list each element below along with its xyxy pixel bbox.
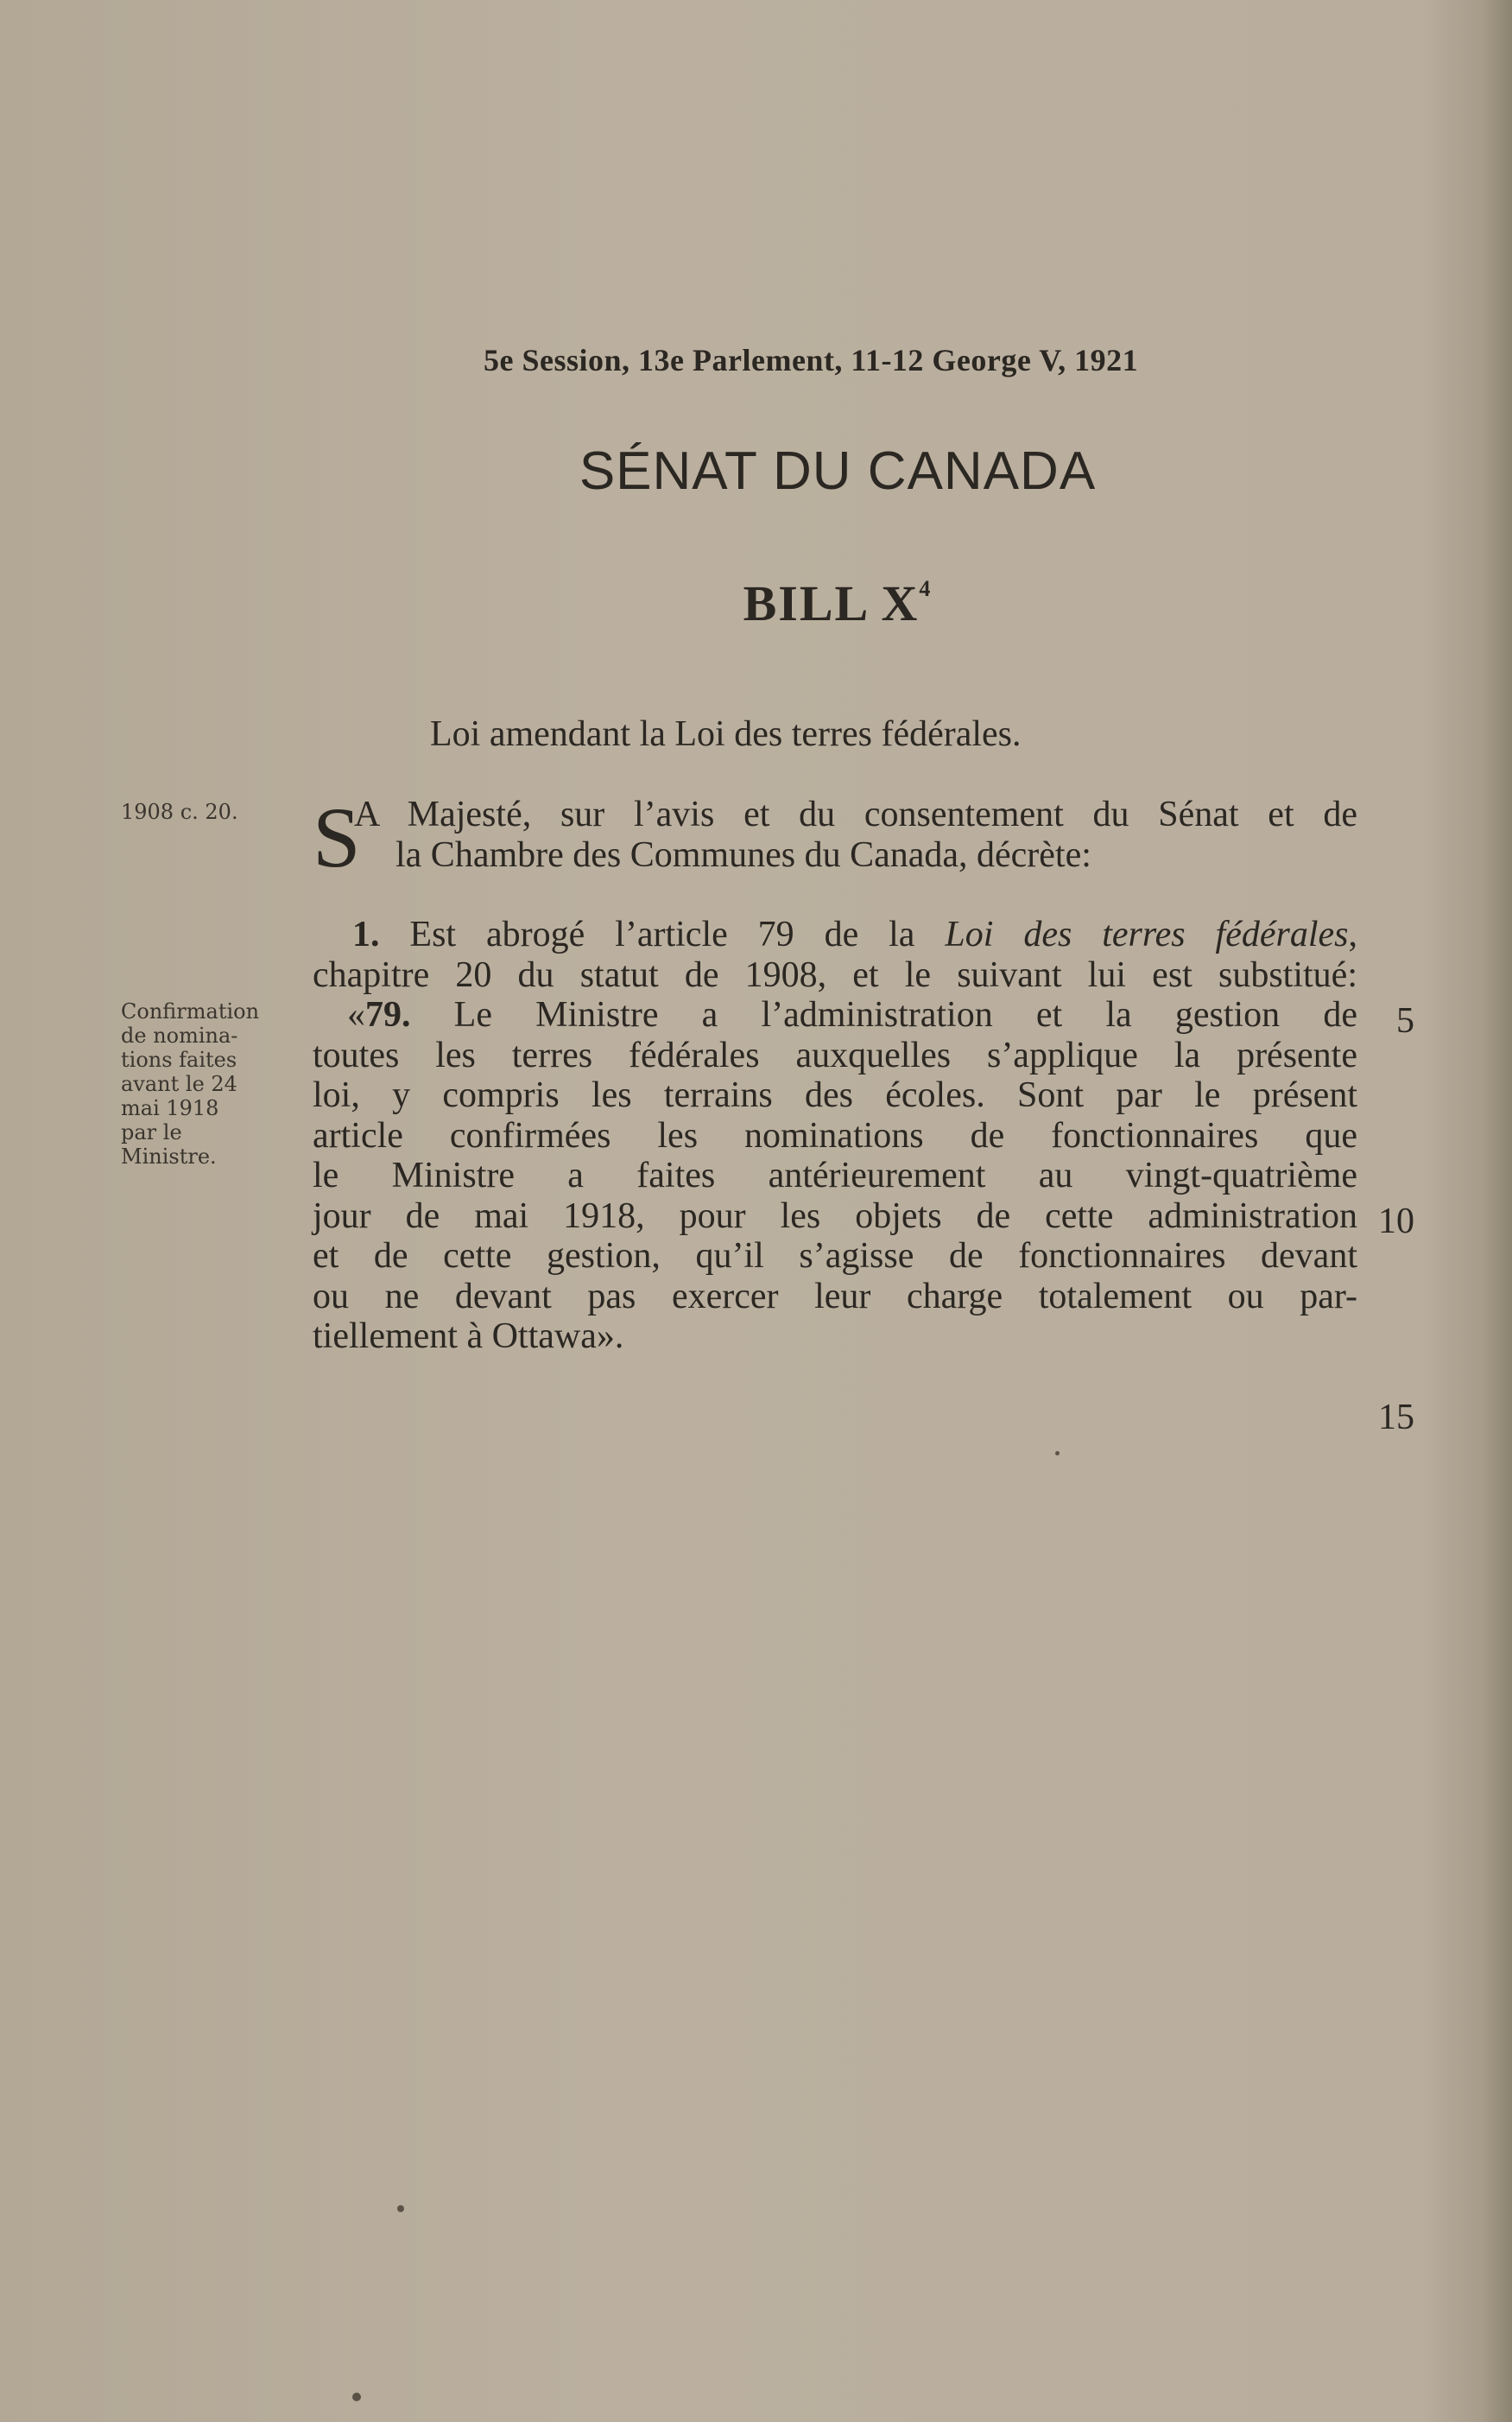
section-line: article confirmées les nominations de fonctionnaires que [313, 1115, 1357, 1156]
session-header: 5e Session, 13e Parlement, 11-12 George V, 1921 [484, 343, 1139, 377]
paper-speck [397, 2205, 404, 2212]
bill-superscript: 4 [919, 576, 933, 601]
margin-note-line: de nomina- [121, 1024, 238, 1048]
margin-note-line: mai 1918 [121, 1096, 219, 1120]
line-number-10: 10 [1378, 1201, 1414, 1241]
section-line-1 [313, 915, 1357, 955]
enacting-line-2: la Chambre des Communes du Canada, décrète: [395, 834, 1091, 875]
drop-cap: S [313, 789, 361, 885]
line-number-15: 15 [1378, 1398, 1414, 1437]
section-line: et de cette gestion, qu’il s’agisse de fonctionnaires devant [313, 1236, 1357, 1276]
section-line: jour de mai 1918, pour les objets de cette administration [313, 1195, 1357, 1236]
section-line-3 [313, 995, 1357, 1036]
section-line: ou ne devant pas exercer leur charge totalement ou par- [313, 1276, 1357, 1316]
section-line: toutes les terres fédérales auxquelles s’applique la présente [313, 1035, 1357, 1075]
section-line-last: tiellement à Ottawa». [313, 1316, 624, 1356]
line-number-5: 5 [1396, 1001, 1414, 1041]
paper-speck [1055, 1451, 1060, 1455]
quote-mark: « [347, 995, 365, 1035]
section-text: , [1348, 915, 1358, 954]
margin-note-line: Confirmation [121, 999, 260, 1024]
margin-note-line: par le [121, 1120, 182, 1144]
article-number: 79. [365, 995, 411, 1035]
section-text: Le Ministre a l’administration et la gestion de [453, 995, 1357, 1035]
section-1 [313, 915, 1357, 1357]
enacting-clause [313, 789, 1357, 885]
section-line-2: chapitre 20 du statut de 1908, et le suivant lui est substitué: [313, 954, 1357, 995]
margin-reference: 1908 c. 20. [121, 800, 238, 824]
chamber-title: SÉNAT DU CANADA [579, 441, 1097, 501]
bill-subtitle: Loi amendant la Loi des terres fédérales. [430, 714, 1022, 754]
margin-note-line: Ministre. [121, 1144, 217, 1169]
paper-speck [352, 2393, 361, 2401]
section-text: Est abrogé l’article 79 de la [409, 915, 946, 954]
margin-note-line: tions faites [121, 1048, 237, 1072]
margin-note-line: avant le 24 [121, 1072, 237, 1096]
bill-label: BILL X [743, 575, 920, 631]
section-line: loi, y compris les terrains des écoles. Sont par le présent [313, 1075, 1357, 1115]
section-line: le Ministre a faites antérieurement au vingt-quatrième [313, 1156, 1357, 1195]
section-number: 1. [352, 915, 380, 954]
bill-title [604, 574, 1071, 632]
margin-note [121, 999, 302, 1169]
act-title-italic: Loi des terres fédérales [945, 915, 1349, 954]
enacting-line-1: A Majesté, sur l’avis et du consentement du Sénat et de [354, 795, 1357, 834]
